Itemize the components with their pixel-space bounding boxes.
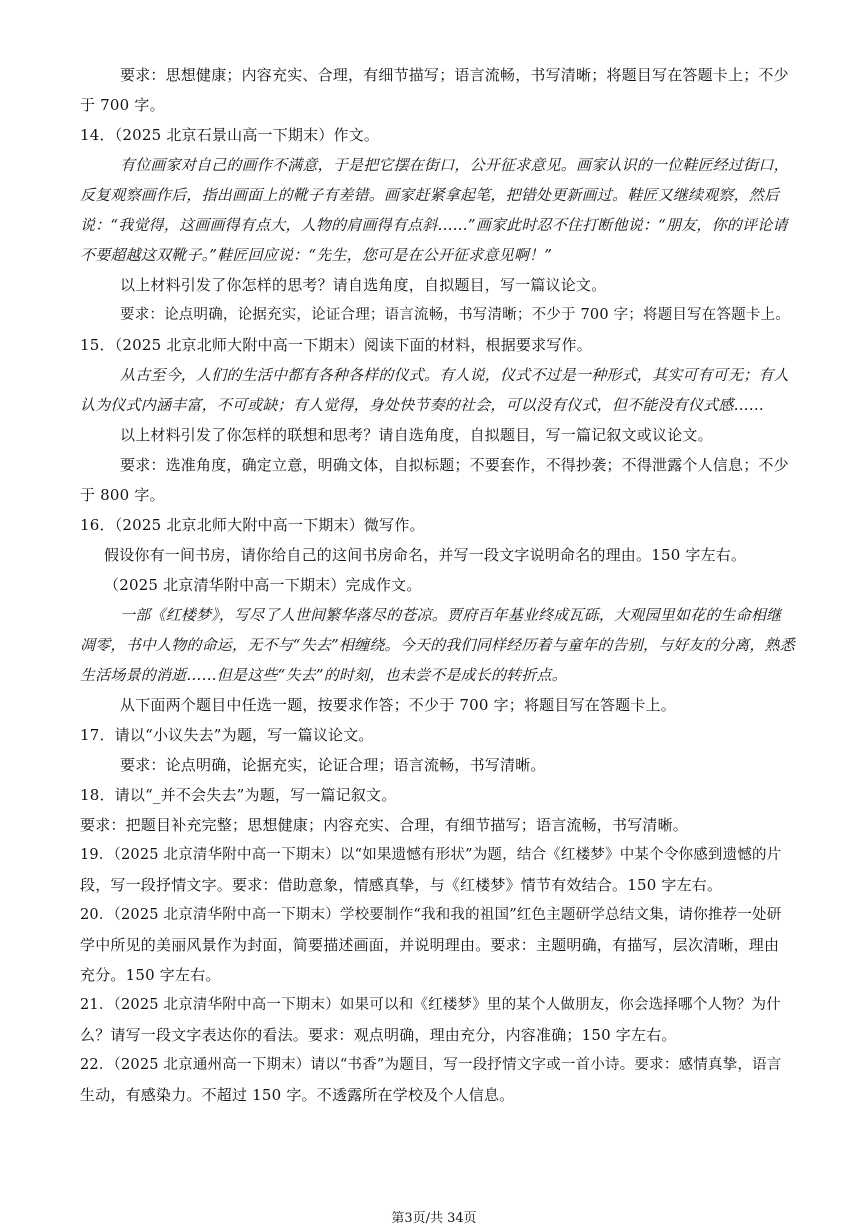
paragraph-line: 学中所见的美丽风景作为封面，简要描述画面，并说明理由。要求：主题明确，有描写，层次清晰，理由 [80,936,780,954]
material-line: 有位画家对自己的画作不满意，于是把它摆在街口，公开征求意见。画家认识的一位鞋匠经过街口， [120,156,789,174]
paragraph-line: 假设你有一间书房，请你给自己的这间书房命名，并写一段文字说明命名的理由。150 字左右。 [104,546,747,564]
question-heading: （2025 北京清华附中高一下期末）完成作文。 [104,576,422,594]
material-line: 认为仪式内涵丰富，不可或缺；有人觉得，身处快节奏的社会，可以没有仪式，但不能没有仪式感…… [80,396,765,414]
paragraph-line: 要求：把题目补充完整；思想健康；内容充实、合理，有细节描写；语言流畅，书写清晰。 [80,816,689,834]
paragraph-line: 么？请写一段文字表达你的看法。要求：观点明确，理由充分，内容准确；150 字左右。 [80,1026,677,1044]
material-line: 从古至今，人们的生活中都有各种各样的仪式。有人说，仪式不过是一种形式，其实可有可无；有人 [120,366,789,384]
material-line: 凋零，书中人物的命运，无不与“失去”相缠绕。今天的我们同样经历着与童年的告别，与好友的分离，熟悉 [80,636,795,654]
question-heading: 17．请以“小议失去”为题，写一篇议论文。 [80,726,374,744]
paragraph-line: 要求：思想健康；内容充实、合理，有细节描写；语言流畅，书写清晰；将题目写在答题卡上；不少 [120,66,789,84]
material-line: 反复观察画作后，指出画面上的靴子有差错。画家赶紧拿起笔，把错处更新画过。鞋匠又继续观察，然后 [80,186,780,204]
paragraph-line: 于 700 字。 [80,96,165,114]
material-line: 生活场景的消逝……但是这些“失去”的时刻，也未尝不是成长的转折点。 [80,666,567,684]
question-heading: 15．（2025 北京北师大附中高一下期末）阅读下面的材料，根据要求写作。 [80,336,592,354]
paragraph-line: 段，写一段抒情文字。要求：借助意象，情感真挚，与《红楼梦》情节有效结合。150 字左右。 [80,876,723,894]
paragraph-line: 生动，有感染力。不超过 150 字。不透露所在学校及个人信息。 [80,1086,515,1104]
paragraph-line: 充分。150 字左右。 [80,966,221,984]
question-heading: 16．（2025 北京北师大附中高一下期末）微写作。 [80,516,425,534]
material-line: 说：“我觉得，这画画得有点大，人物的肩画得有点斜……”画家此时忍不住打断他说：“朋友，你的评论请 [80,216,788,234]
paragraph-line: 要求：论点明确，论据充实，论证合理；语言流畅，书写清晰。 [120,756,546,774]
paragraph-line: 于 800 字。 [80,486,165,504]
page-number: 第3页/共 34页 [391,1211,477,1226]
material-line: 一部《红楼梦》，写尽了人世间繁华落尽的苍凉。贾府百年基业终成瓦砾，大观园里如花的生命相继 [120,606,782,624]
paragraph-line: 以上材料引发了你怎样的联想和思考？请自选角度，自拟题目，写一篇记叙文或议论文。 [120,426,713,444]
question-heading: 20．（2025 北京清华附中高一下期末）学校要制作“我和我的祖国”红色主题研学总结文集，请你推荐一处研 [80,907,782,923]
question-heading: 19．（2025 北京清华附中高一下期末）以“如果遗憾有形状”为题，结合《红楼梦》中某个令你感到遗憾的片 [80,847,782,863]
question-heading: 18．请以“_并不会失去”为题，写一篇记叙文。 [80,786,397,804]
question-heading: 22．（2025 北京通州高一下期末）请以“书香”为题目，写一段抒情文字或一首小诗。要求：感情真挚，语言 [80,1057,782,1073]
question-heading: 14．（2025 北京石景山高一下期末）作文。 [80,126,380,144]
material-line: 不要超越这双靴子。”鞋匠回应说：“先生，您可是在公开征求意见啊！” [80,246,553,264]
question-heading: 21．（2025 北京清华附中高一下期末）如果可以和《红楼梦》里的某个人做朋友，你会选择哪个人物？为什 [80,997,781,1013]
paragraph-line: 以上材料引发了你怎样的思考？请自选角度，自拟题目，写一篇议论文。 [120,276,607,294]
paragraph-line: 要求：论点明确，论据充实，论证合理；语言流畅，书写清晰；不少于 700 字；将题目写在答题卡上。 [120,307,790,323]
paragraph-line: 从下面两个题目中任选一题，按要求作答；不少于 700 字；将题目写在答题卡上。 [120,696,676,714]
paragraph-line: 要求：选准角度，确定立意，明确文体，自拟标题；不要套作，不得抄袭；不得泄露个人信息；不少 [120,456,789,474]
